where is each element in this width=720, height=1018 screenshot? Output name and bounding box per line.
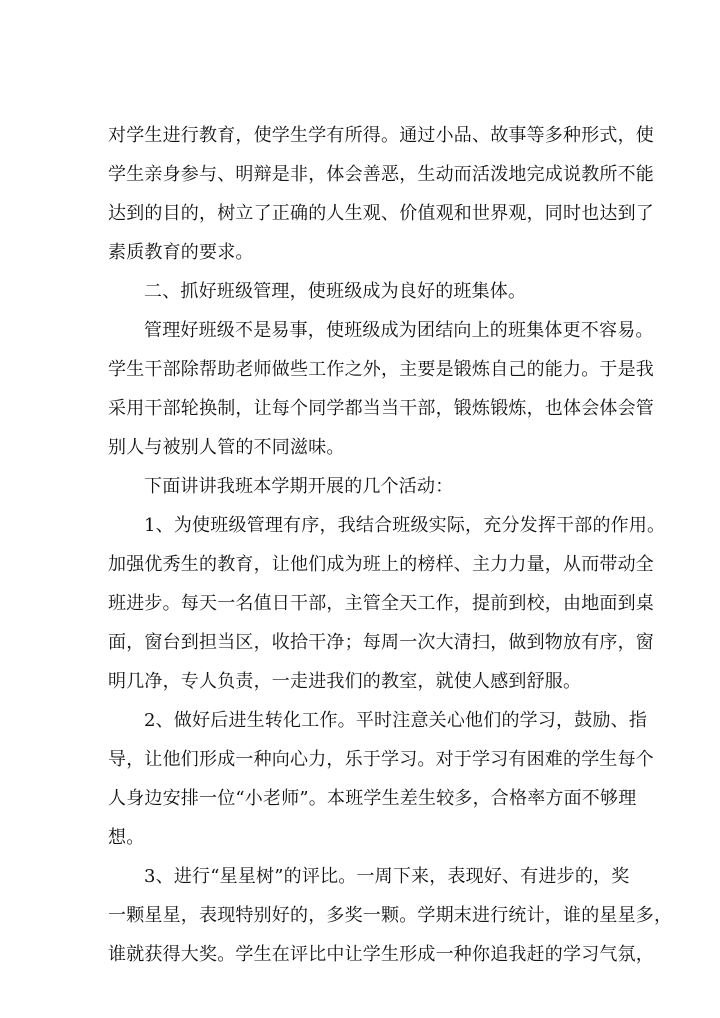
text-line: 管理好班级不是易事，使班级成为团结向上的班集体更不容易。 — [144, 320, 654, 341]
text-line: 采用干部轮换制，让每个同学都当当干部，锻炼锻炼，也体会体会管 — [108, 398, 654, 419]
list-item: 2、做好后进生转化工作。平时注意关心他们的学习，鼓励、指 — [144, 710, 648, 731]
text-line: 别人与被别人管的不同滋味。 — [108, 437, 345, 458]
list-item: 1、为使班级管理有序，我结合班级实际，充分发挥干部的作用。 — [144, 515, 666, 536]
text-line: 加强优秀生的教育，让他们成为班上的榜样、主力力量，从而带动全 — [108, 554, 654, 575]
text-line: 明几净，专人负责，一走进我们的教室，就使人感到舒服。 — [108, 671, 582, 692]
text-line: 下面讲讲我班本学期开展的几个活动： — [144, 476, 454, 497]
list-item: 3、进行“星星树”的评比。一周下来，表现好、有进步的，奖 — [144, 866, 630, 887]
text-line: 对学生进行教育，使学生学有所得。通过小品、故事等多种形式，使 — [108, 125, 654, 146]
document-body — [108, 116, 673, 974]
text-line: 班进步。每天一名值日干部，主管全天工作，提前到校，由地面到桌 — [108, 593, 654, 614]
text-line: 人身边安排一位“小老师”。本班学生差生较多，合格率方面不够理 — [108, 788, 637, 809]
text-line: 导，让他们形成一种向心力，乐于学习。对于学习有困难的学生每个 — [108, 749, 654, 770]
section-heading: 二、抓好班级管理，使班级成为良好的班集体。 — [144, 281, 527, 302]
text-line: 学生亲身参与、明辩是非，体会善恶，生动而活泼地完成说教所不能 — [108, 164, 654, 185]
text-line: 素质教育的要求。 — [108, 242, 254, 263]
text-line: 一颗星星，表现特别好的，多奖一颗。学期末进行统计，谁的星星多， — [108, 905, 673, 926]
text-line: 达到的目的，树立了正确的人生观、价值观和世界观，同时也达到了 — [108, 203, 654, 224]
text-line: 面，窗台到担当区，收拾干净；每周一次大清扫，做到物放有序，窗 — [108, 632, 654, 653]
text-line: 谁就获得大奖。学生在评比中让学生形成一种你追我赶的学习气氛， — [108, 944, 654, 965]
text-line: 想。 — [108, 827, 145, 848]
text-line: 学生干部除帮助老师做些工作之外，主要是锻炼自己的能力。于是我 — [108, 359, 654, 380]
